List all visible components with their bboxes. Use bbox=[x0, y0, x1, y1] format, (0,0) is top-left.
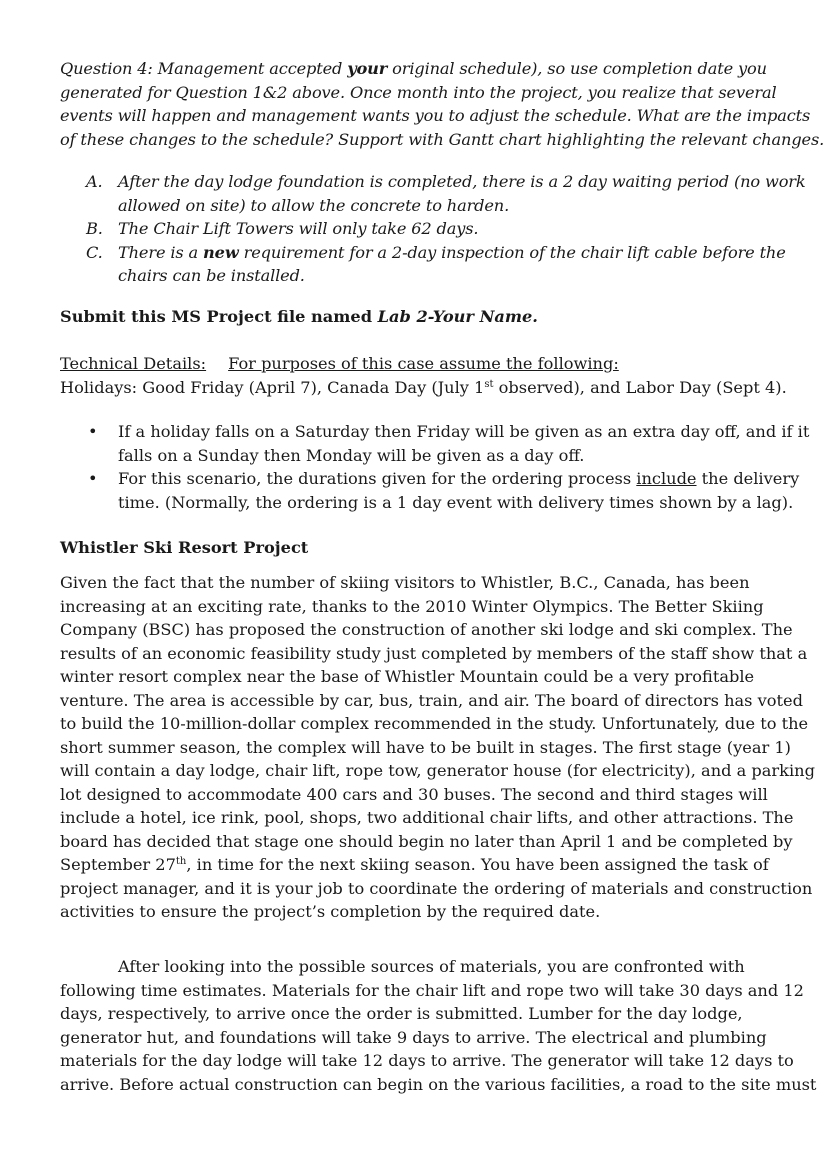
bullet-text: If a holiday falls on a Saturday then Friday will be given as an extra day off, and if it falls on a Sunday then Monday will be given as a day off. bbox=[118, 422, 810, 465]
paragraph-text-end: , in time for the next skiing season. You have been assigned the task of project manager, and it is your job to coordinate the ordering of materials and construction activities to ensure the project’s completion by the required date. bbox=[60, 855, 813, 921]
schedule-changes-list bbox=[86, 170, 816, 288]
change-item-b bbox=[86, 217, 816, 241]
assumption-bullets bbox=[86, 420, 816, 514]
question-4-text bbox=[60, 57, 830, 151]
submit-text: Submit this MS Project file named bbox=[60, 307, 378, 326]
question-emphasis: your bbox=[347, 59, 388, 78]
holidays-text-end: observed), and Labor Day (Sept 4). bbox=[493, 377, 787, 397]
bullet-text: For this scenario, the durations given for the ordering process bbox=[118, 469, 637, 488]
change-text: The Chair Lift Towers will only take 62 days. bbox=[118, 219, 479, 238]
holidays-text: Holidays: Good Friday (April 7), Canada Day (July 1 bbox=[60, 377, 485, 397]
section-title: Whistler Ski Resort Project bbox=[60, 538, 309, 557]
technical-assumption: For purposes of this case assume the following: bbox=[228, 354, 619, 373]
technical-details bbox=[60, 352, 830, 399]
technical-header bbox=[60, 352, 830, 376]
submit-instruction bbox=[60, 305, 830, 329]
change-emphasis: new bbox=[203, 242, 239, 262]
bullet-item bbox=[86, 467, 816, 514]
holidays-line bbox=[60, 376, 830, 400]
list-letter: C. bbox=[86, 242, 103, 262]
technical-label: Technical Details: bbox=[60, 354, 207, 373]
date-sup: th bbox=[175, 856, 187, 867]
bullet-item bbox=[86, 420, 816, 467]
bullet-underlined: include bbox=[636, 469, 697, 488]
bullet-icon: • bbox=[88, 422, 98, 441]
list-letter: A. bbox=[86, 172, 103, 191]
question-text-start: Question 4: Management accepted bbox=[60, 59, 348, 78]
bullet-text-end: the delivery time. (Normally, the ordering is a 1 day event with delivery times shown by a lag). bbox=[118, 469, 800, 512]
change-item-a bbox=[86, 170, 816, 217]
holidays-sup: st bbox=[484, 378, 494, 390]
change-item-c bbox=[86, 241, 816, 288]
bullet-icon: • bbox=[88, 469, 98, 488]
submit-filename: Lab 2-Your Name. bbox=[377, 307, 538, 326]
paragraph-text: Given the fact that the number of skiing visitors to Whistler, B.C., Canada, has been increasing at an exciting rate, thanks to the 2010 Winter Olympics. The Better Skiing Company (BSC) has proposed the construction of another ski lodge and ski complex. The results of an economic feasibility study just completed by members of the staff show that a winter resort complex near the base of Whistler Mountain could be a very profitable venture. The area is accessible by car, bus, train, and air. The board of directors has voted to build the 10-million-dollar complex recommended in the study. Unfortunately, due to the short summer season, the complex will have to be built in stages. The first stage (year 1) will contain a day lodge, chair lift, rope tow, generator house (for electricity), and a parking lot designed to accommodate 400 cars and 30 buses. The second and third stages will include a hotel, ice rink, pool, shops, two additional chair lifts, and other attractions. The board has decided that stage one should begin no later than April 1 and be completed by September 27 bbox=[60, 573, 815, 874]
project-description-paragraph bbox=[60, 571, 820, 924]
materials-paragraph: After looking into the possible sources of materials, you are confronted with following time estimates. Materials for the chair lift and rope two will take 30 days and 12 days, respectively, to arrive once the order is submitted. Lumber for the day lodge, generator hut, and foundations will take 9 days to arrive. The electrical and plumbing materials for the day lodge will take 12 days to arrive. The generator will take 12 days to arrive. Before actual construction can begin on the various facilities, a road to the site must bbox=[60, 957, 817, 1094]
question-text-end: original schedule), so use completion date you generated for Question 1&2 above. Once month into the project, you realize that several events will happen and management wants you to adjust the schedule. What are the impacts of these changes to the schedule? Support with Gantt chart highlighting the relevant changes. bbox=[60, 59, 825, 149]
list-letter: B. bbox=[86, 219, 103, 238]
change-text-end: requirement for a 2-day inspection of the chair lift cable before the chairs can be installed. bbox=[118, 242, 786, 285]
change-text: There is a bbox=[118, 242, 204, 262]
change-text: After the day lodge foundation is completed, there is a 2 day waiting period (no work allowed on site) to allow the concrete to harden. bbox=[118, 172, 806, 215]
